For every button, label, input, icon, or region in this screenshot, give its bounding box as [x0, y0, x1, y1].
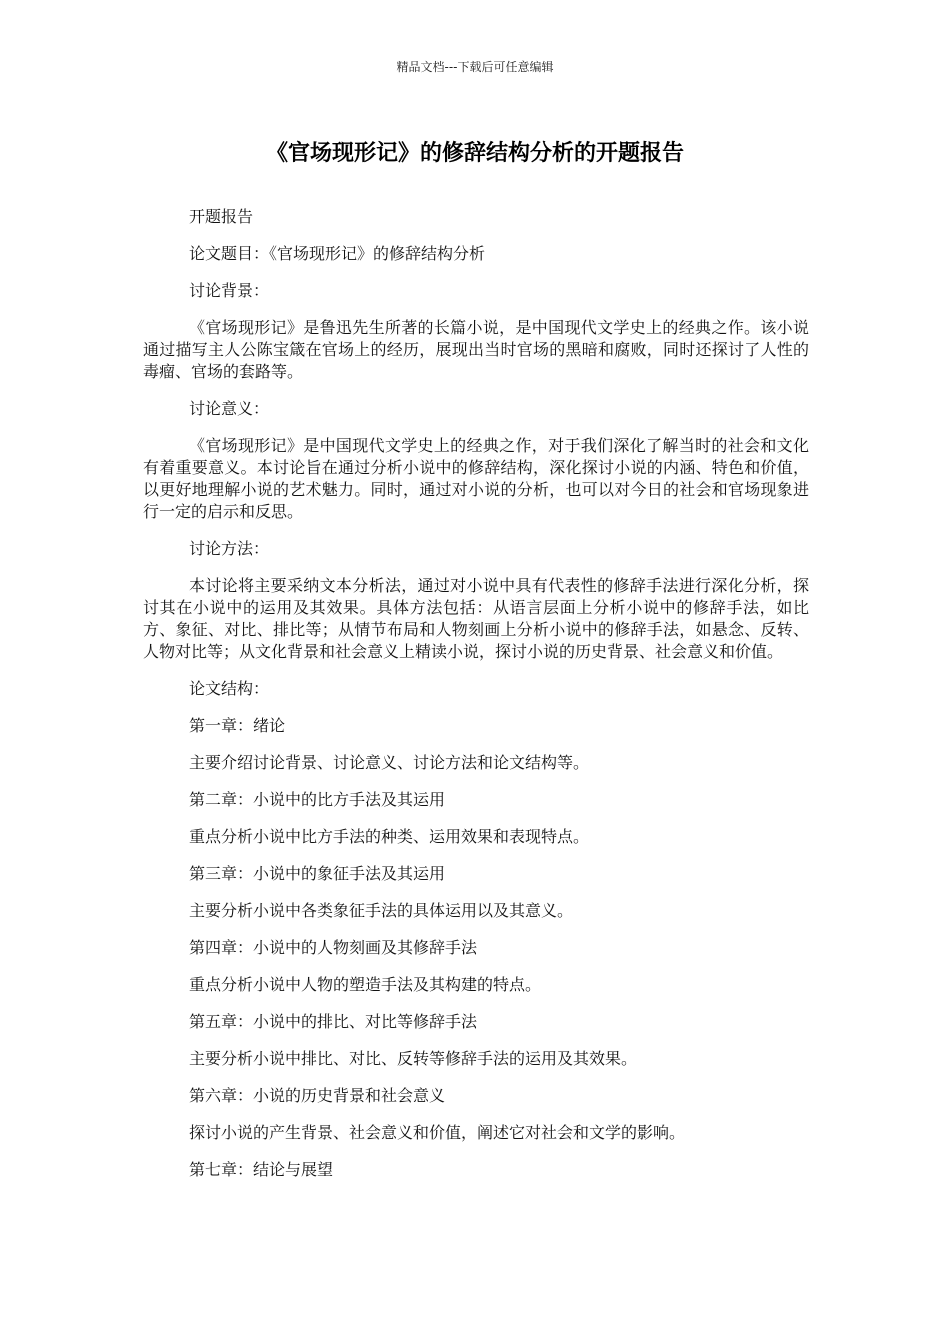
- chapter-4-title: 第四章：小说中的人物刻画及其修辞手法: [189, 938, 478, 957]
- method-heading: 讨论方法：: [189, 539, 270, 558]
- chapter-1-title: 第一章：绪论: [189, 716, 286, 735]
- report-label: 开题报告: [189, 207, 254, 226]
- header-note: 精品文档---下载后可任意编辑: [396, 60, 554, 74]
- chapter-1-description: 主要介绍讨论背景、讨论意义、讨论方法和论文结构等。: [189, 753, 590, 772]
- background-paragraph: 《官场现形记》是鲁迅先生所著的长篇小说，是中国现代文学史上的经典之作。该小说通过描写主人公陈宝箴在官场上的经历，展现出当时官场的黑暗和腐败，同时还探讨了人性的毒瘤、官场的套路等。: [143, 318, 809, 381]
- chapter-5-description: 主要分析小说中排比、对比、反转等修辞手法的运用及其效果。: [189, 1049, 638, 1068]
- chapter-7-title: 第七章：结论与展望: [189, 1160, 334, 1179]
- method-paragraph: 本讨论将主要采纳文本分析法，通过对小说中具有代表性的修辞手法进行深化分析，探讨其在小说中的运用及其效果。具体方法包括：从语言层面上分析小说中的修辞手法，如比方、象征、对比、排比等；从情节布局和人物刻画上分析小说中的修辞手法，如悬念、反转、人物对比等；从文化背景和社会意义上精读小说，探讨小说的历史背景、社会意义和价值。: [143, 576, 809, 661]
- chapter-3-title: 第三章：小说中的象征手法及其运用: [189, 864, 446, 883]
- significance-heading: 讨论意义：: [189, 399, 270, 418]
- chapter-4-description: 重点分析小说中人物的塑造手法及其构建的特点。: [189, 975, 542, 994]
- structure-heading: 论文结构：: [189, 679, 270, 698]
- chapter-5-title: 第五章：小说中的排比、对比等修辞手法: [189, 1012, 478, 1031]
- document-body: [143, 206, 809, 1196]
- chapter-2-title: 第二章：小说中的比方手法及其运用: [189, 790, 446, 809]
- chapter-6-title: 第六章：小说的历史背景和社会意义: [189, 1086, 446, 1105]
- chapter-2-description: 重点分析小说中比方手法的种类、运用效果和表现特点。: [189, 827, 590, 846]
- thesis-title: 论文题目：《官场现形记》的修辞结构分析: [189, 244, 486, 263]
- chapter-3-description: 主要分析小说中各类象征手法的具体运用以及其意义。: [189, 901, 574, 920]
- document-title: 《官场现形记》的修辞结构分析的开题报告: [265, 141, 684, 166]
- chapter-6-description: 探讨小说的产生背景、社会意义和价值，阐述它对社会和文学的影响。: [189, 1123, 686, 1142]
- significance-paragraph: 《官场现形记》是中国现代文学史上的经典之作，对于我们深化了解当时的社会和文化有着重要意义。本讨论旨在通过分析小说中的修辞结构，深化探讨小说的内涵、特色和价值，以更好地理解小说的艺术魅力。同时，通过对小说的分析，也可以对今日的社会和官场现象进行一定的启示和反思。: [143, 436, 809, 521]
- background-heading: 讨论背景：: [189, 281, 270, 300]
